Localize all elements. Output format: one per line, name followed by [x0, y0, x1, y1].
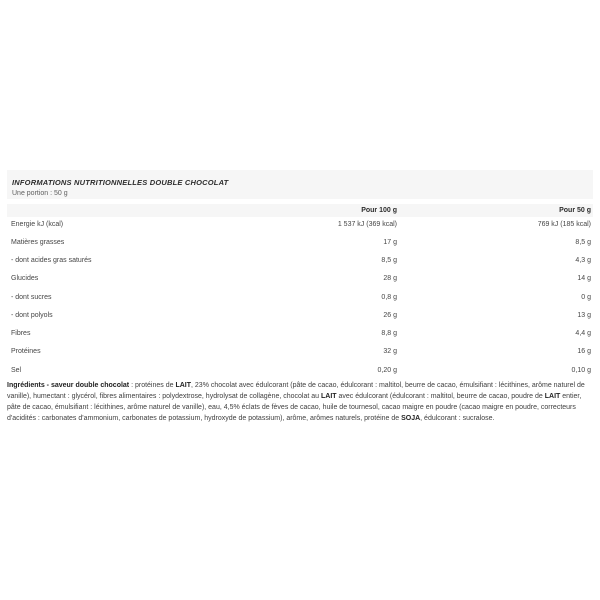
- value-per-100g: 0,8 g: [381, 293, 397, 301]
- nutrient-label: Matières grasses: [11, 238, 65, 246]
- value-per-100g: 32 g: [383, 348, 397, 356]
- value-per-50g: 16 g: [577, 348, 591, 356]
- value-per-100g: 8,5 g: [381, 257, 397, 265]
- value-per-50g: 4,4 g: [575, 330, 591, 338]
- column-header-per-50g: Pour 50 g: [559, 207, 591, 214]
- nutrition-header: [7, 170, 593, 199]
- table-row: [7, 215, 593, 233]
- table-row: [7, 343, 593, 361]
- value-per-50g: 14 g: [577, 275, 591, 283]
- table-row: [7, 288, 593, 306]
- value-per-100g: 17 g: [383, 238, 397, 246]
- nutrient-label: Sel: [11, 366, 22, 374]
- value-per-50g: 769 kJ (185 kcal): [537, 220, 591, 228]
- value-per-100g: 28 g: [383, 275, 397, 283]
- value-per-100g: 0,20 g: [377, 366, 397, 374]
- nutrient-label: Glucides: [11, 275, 39, 283]
- table-row: [7, 233, 593, 251]
- nutrient-label: Fibres: [11, 330, 31, 338]
- portion-size: Une portion : 50 g: [12, 190, 68, 197]
- value-per-100g: 26 g: [383, 311, 397, 319]
- value-per-50g: 0 g: [581, 293, 591, 301]
- table-row: [7, 270, 593, 288]
- nutrient-label: Protéines: [11, 348, 41, 356]
- value-per-100g: 8,8 g: [381, 330, 397, 338]
- table-row: [7, 252, 593, 270]
- nutrient-label: Energie kJ (kcal): [11, 220, 64, 228]
- value-per-50g: 13 g: [577, 311, 591, 319]
- value-per-50g: 4,3 g: [575, 257, 591, 265]
- value-per-50g: 0,10 g: [571, 366, 591, 374]
- value-per-100g: 1 537 kJ (369 kcal): [337, 220, 397, 228]
- nutrient-label: - dont acides gras saturés: [11, 257, 92, 265]
- nutrition-table-body: [7, 215, 593, 379]
- nutrient-label: - dont sucres: [11, 293, 52, 301]
- table-row: [7, 306, 593, 324]
- nutrient-label: - dont polyols: [11, 311, 53, 319]
- column-header-per-100g: Pour 100 g: [361, 207, 397, 214]
- ingredients-text: Ingrédients - saveur double chocolat : protéines de LAIT, 23% chocolat avec édulcorant (pâte de cacao, édulcorant : maltitol, beurre de cacao, émulsifiant : lécithines, arôme naturel de vanille), humectant : glycérol, fibres alimentaires : polydextrose, hydrolysat de collagène, chocolat au LAIT avec édulcorant (édulcorant : maltitol, beurre de cacao, poudre de LAIT entier, pâte de cacao, émulsifiant : lécithines, arôme naturel de vanille), eau, 4,5% éclats de fèves de cacao, huile de tournesol, cacao maigre en poudre (cacao maigre en poudre, correcteurs d'acidités : carbonates d'ammonium, carbonates de potassium, hydroxyde de potassium), arôme, arômes naturels, protéine de SOJA, édulcorant : sucralose.: [7, 382, 585, 422]
- value-per-50g: 8,5 g: [575, 238, 591, 246]
- table-row: [7, 325, 593, 343]
- table-row: [7, 361, 593, 379]
- nutrition-title: INFORMATIONS NUTRITIONNELLES DOUBLE CHOCOLAT: [12, 178, 229, 187]
